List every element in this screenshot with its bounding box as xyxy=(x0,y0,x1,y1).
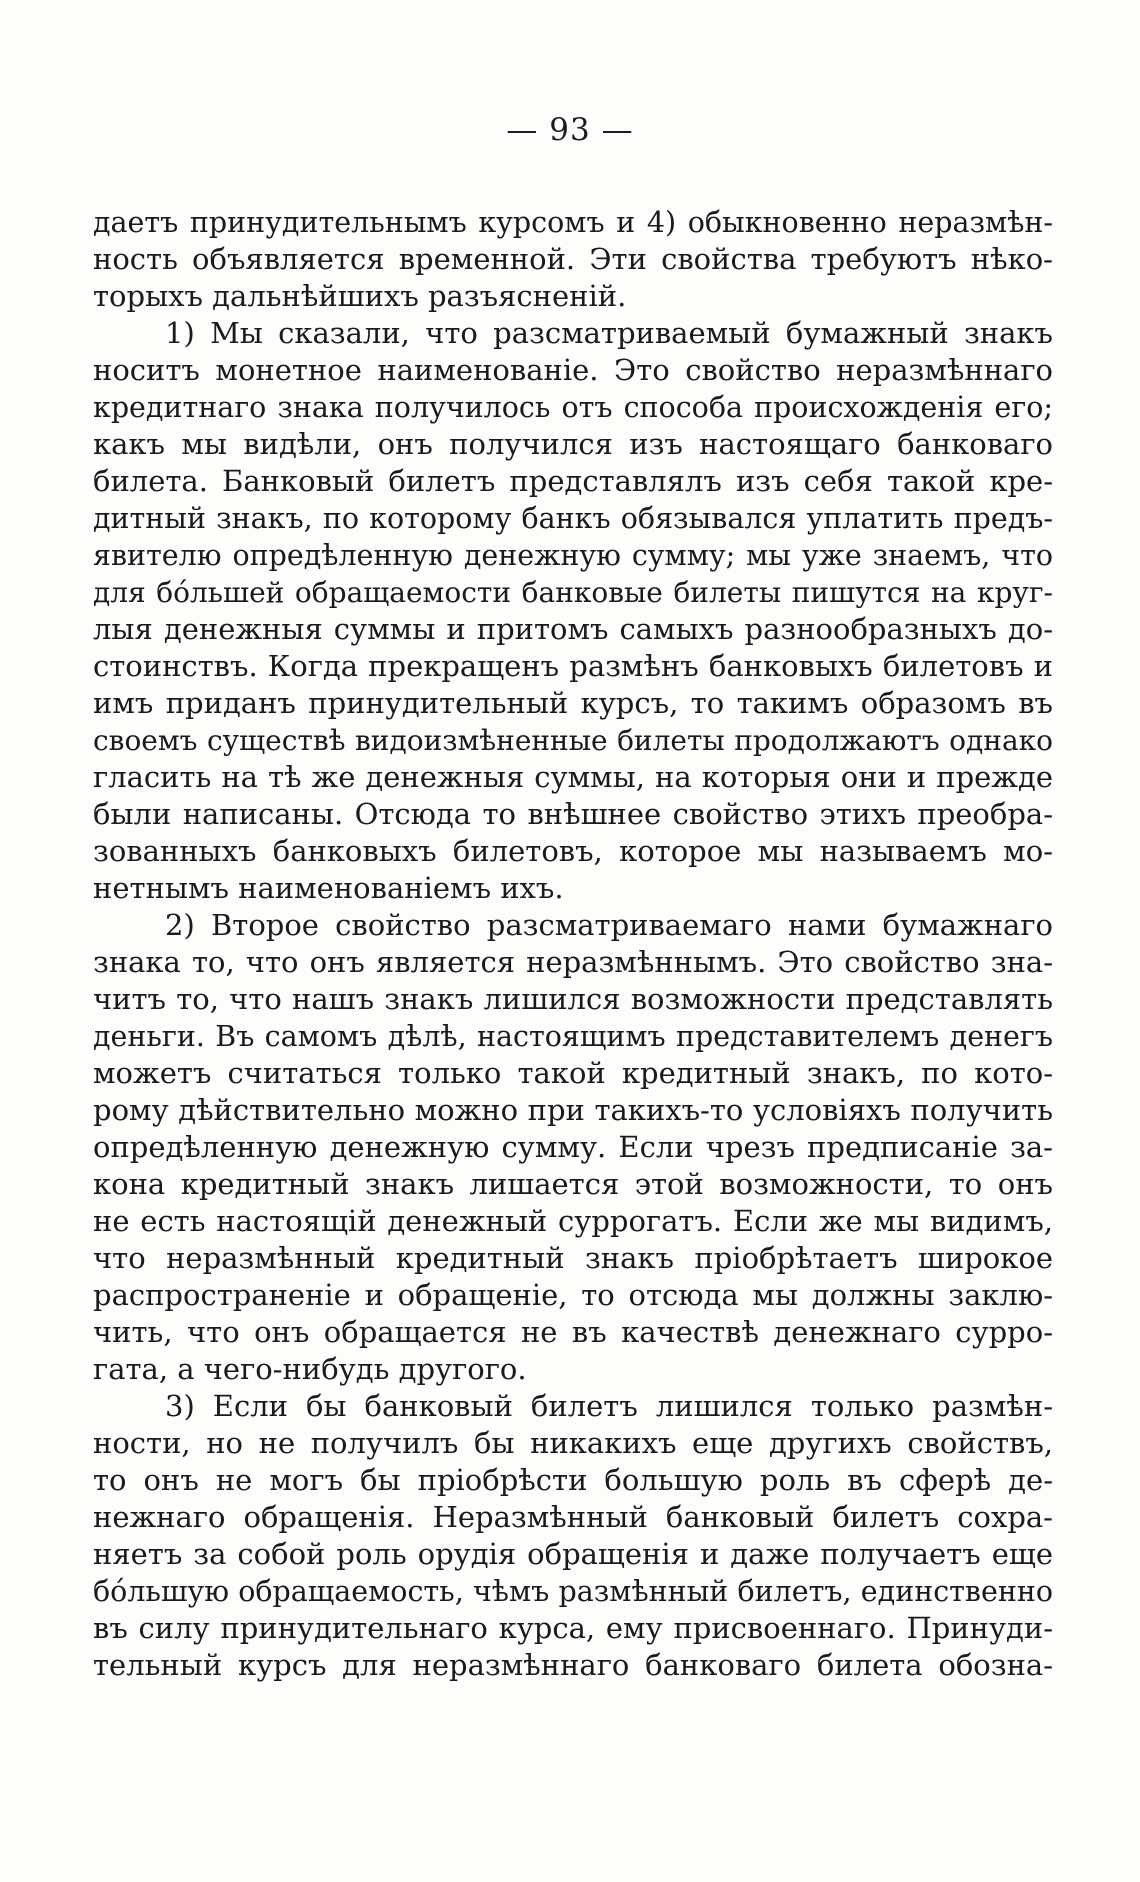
text-line: гата, а чего-нибудь другого. xyxy=(93,1352,527,1386)
text-line: торыхъ дальнѣйшихъ разъясненій. xyxy=(93,279,627,313)
text-line: знака то, что онъ является неразмѣннымъ. Это свойство зна- xyxy=(93,945,1053,979)
text-line: опредѣленную денежную сумму. Если чрезъ предписаніе за- xyxy=(93,1130,1053,1164)
text-line: были написаны. Отсюда то внѣшнее свойство этихъ преобра- xyxy=(93,797,1053,831)
paragraph-1 xyxy=(93,204,1053,315)
text-line: въ силу принудительнаго курса, ему присвоеннаго. Принуди- xyxy=(93,1611,1053,1645)
text-line: кона кредитный знакъ лишается этой возможности, то онъ xyxy=(93,1167,1053,1201)
text-line: что неразмѣнный кредитный знакъ пріобрѣтаетъ широкое xyxy=(93,1241,1053,1275)
text-line: даетъ принудительнымъ курсомъ и 4) обыкновенно неразмѣн- xyxy=(93,206,1053,239)
text-line: явителю опредѣленную денежную сумму; мы уже знаемъ, что xyxy=(93,539,1053,572)
paragraph-3 xyxy=(93,907,1053,1388)
text-line: нежнаго обращенія. Неразмѣнный банковый билетъ сохра- xyxy=(93,1500,1053,1534)
text-line: деньги. Въ самомъ дѣлѣ, настоящимъ представителемъ денегъ xyxy=(93,1020,1053,1053)
text-line: ности, но не получилъ бы никакихъ еще другихъ свойствъ, xyxy=(93,1426,1053,1460)
text-line: распространеніе и обращеніе, то отсюда мы должны заклю- xyxy=(93,1278,1053,1312)
text-line: 3) Если бы банковый билетъ лишился только размѣн- xyxy=(165,1389,1053,1423)
text-line: читъ то, что нашъ знакъ лишился возможности представлять xyxy=(93,982,1053,1016)
text-line: не есть настоящій денежный суррогатъ. Если же мы видимъ, xyxy=(93,1204,1053,1238)
text-line: няетъ за собой роль орудія обращенія и даже получаетъ еще xyxy=(93,1537,1053,1571)
text-line: 2) Второе свойство разсматриваемаго нами бумажнаго xyxy=(165,908,1053,942)
page-number: — 93 — xyxy=(506,112,634,148)
text-line: гласить на тѣ же денежныя суммы, на которыя они и прежде xyxy=(93,760,1053,794)
text-line: чить, что онъ обращается не въ качествѣ денежнаго сурро- xyxy=(93,1315,1053,1349)
text-line: какъ мы видѣли, онъ получился изъ настоящаго банковаго xyxy=(93,427,1053,461)
text-line: бо́льшую обращаемость, чѣмъ размѣнный билетъ, единственно xyxy=(93,1575,1053,1608)
paragraph-2 xyxy=(93,315,1053,907)
text-line: носитъ монетное наименованіе. Это свойство неразмѣннаго xyxy=(93,353,1053,387)
text-line: стоинствъ. Когда прекращенъ размѣнъ банковыхъ билетовъ и xyxy=(93,649,1053,683)
paragraph-4 xyxy=(93,1388,1053,1684)
text-line: лыя денежныя суммы и притомъ самыхъ разнообразныхъ до- xyxy=(93,612,1053,646)
text-line: зованныхъ банковыхъ билетовъ, которое мы называемъ мо- xyxy=(93,834,1053,868)
text-line: своемъ существѣ видоизмѣненные билеты продолжаютъ однако xyxy=(93,724,1053,757)
text-line: кредитнаго знака получилось отъ способа происхожденія его; xyxy=(93,391,1053,424)
text-line: ность объявляется временной. Эти свойства требуютъ нѣко- xyxy=(93,242,1053,276)
text-line: билета. Банковый билетъ представлялъ изъ себя такой кре- xyxy=(93,464,1053,498)
text-line: рому дѣйствительно можно при такихъ-то условіяхъ получить xyxy=(93,1093,1053,1127)
text-line: можетъ считаться только такой кредитный знакъ, по кото- xyxy=(93,1056,1053,1090)
text-line: для бо́льшей обращаемости банковые билеты пишутся на круг- xyxy=(93,576,1053,609)
text-line: то онъ не могъ бы пріобрѣсти большую роль въ сферѣ де- xyxy=(93,1463,1053,1497)
text-line: нетнымъ наименованіемъ ихъ. xyxy=(93,871,564,905)
body-text xyxy=(93,204,1053,1684)
text-line: 1) Мы сказали, что разсматриваемый бумажный знакъ xyxy=(165,316,1053,350)
text-line: дитный знакъ, по которому банкъ обязывался уплатить предъ- xyxy=(93,502,1053,535)
text-line: имъ приданъ принудительный курсъ, то такимъ образомъ въ xyxy=(93,686,1053,720)
text-line: тельный курсъ для неразмѣннаго банковаго билета обозна- xyxy=(93,1648,1053,1682)
